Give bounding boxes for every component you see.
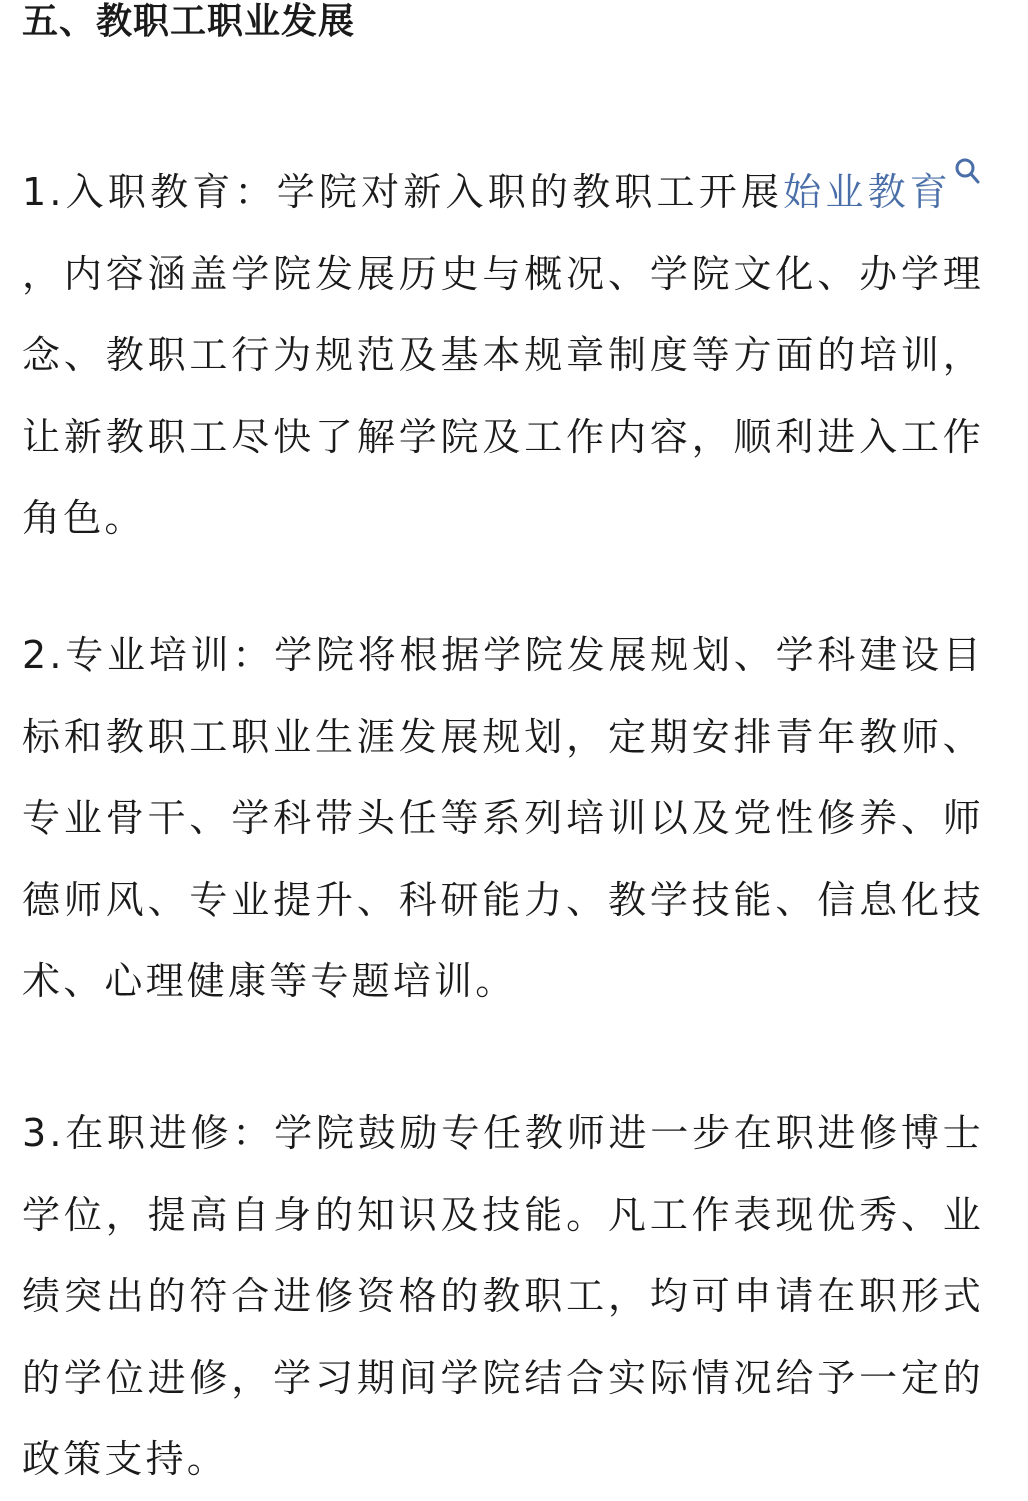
section-heading: 五、教职工职业发展 bbox=[22, 1, 356, 42]
paragraph-text: 1.入职教育：学院对新入职的教职工开展 bbox=[22, 170, 784, 214]
paragraph-text: ，内容涵盖学院发展历史与概况、学院文化、办学理念、教职工行为规范及基本规章制度等方面的培训，让新教职工尽快了解学院及工作内容，顺利进入工作角色。 bbox=[22, 251, 984, 540]
paragraph-in-service-study: 3.在职进修：学院鼓励专任教师进一步在职进修博士学位，提高自身的知识及技能。凡工作表现优秀、业绩突出的符合进修资格的教职工，均可申请在职形式的学位进修，学习期间学院结合实际情况给予一定的政策支持。 bbox=[22, 1111, 984, 1481]
paragraph-professional-training: 2.专业培训：学院将根据学院发展规划、学科建设目标和教职工职业生涯发展规划，定期安排青年教师、专业骨干、学科带头任等系列培训以及党性修养、师德师风、专业提升、科研能力、教学技能、信息化技术、心理健康等专题培训。 bbox=[22, 633, 984, 1003]
keyword-link[interactable]: 始业教育 bbox=[783, 170, 952, 214]
paragraph-onboarding bbox=[22, 134, 984, 560]
search-icon[interactable] bbox=[954, 134, 980, 164]
